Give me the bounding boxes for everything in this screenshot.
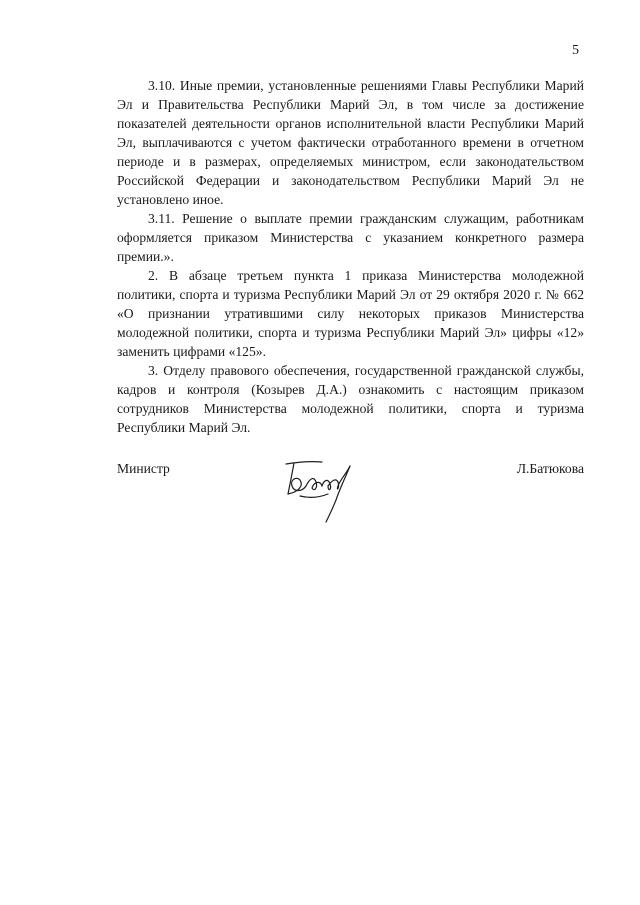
paragraph-3: 3. Отделу правового обеспечения, государственной гражданской службы, кадров и контроля (Козырев Д.А.) ознакомить с настоящим приказом сотрудников Министерства молодежной политики, спорта и туризма Республики Марий Эл. [117,363,584,435]
paragraph-2: 2. В абзаце третьем пункта 1 приказа Министерства молодежной политики, спорта и туризма Республики Марий Эл от 29 октября 2020 г. № 662 «О признании утратившими силу некоторых приказов Министерства молодежной политики, спорта и туризма Республики Марий Эл» цифры «12» заменить цифрами «125». [117,268,584,359]
paragraph-3-10: 3.10. Иные премии, установленные решениями Главы Республики Марий Эл и Правительства Республики Марий Эл, в том числе за достижение показателей деятельности органов исполнительной власти Республики Марий Эл, выплачиваются с учетом фактически отработанного времени в отчетном периоде и в размерах, определяемых министром, если законодательством Российской Федерации и законодательством Республики Марий Эл не установлено иное. [117,78,584,207]
signature-block [117,452,584,532]
handwritten-signature [280,452,362,524]
signatory-title: Министр [117,461,170,476]
document-body [117,76,584,437]
page-number: 5 [572,43,579,58]
signatory-name: Л.Батюкова [516,461,584,476]
paragraph-3-11: 3.11. Решение о выплате премии гражданским служащим, работникам оформляется приказом Министерства с указанием конкретного размера премии.». [117,211,584,264]
